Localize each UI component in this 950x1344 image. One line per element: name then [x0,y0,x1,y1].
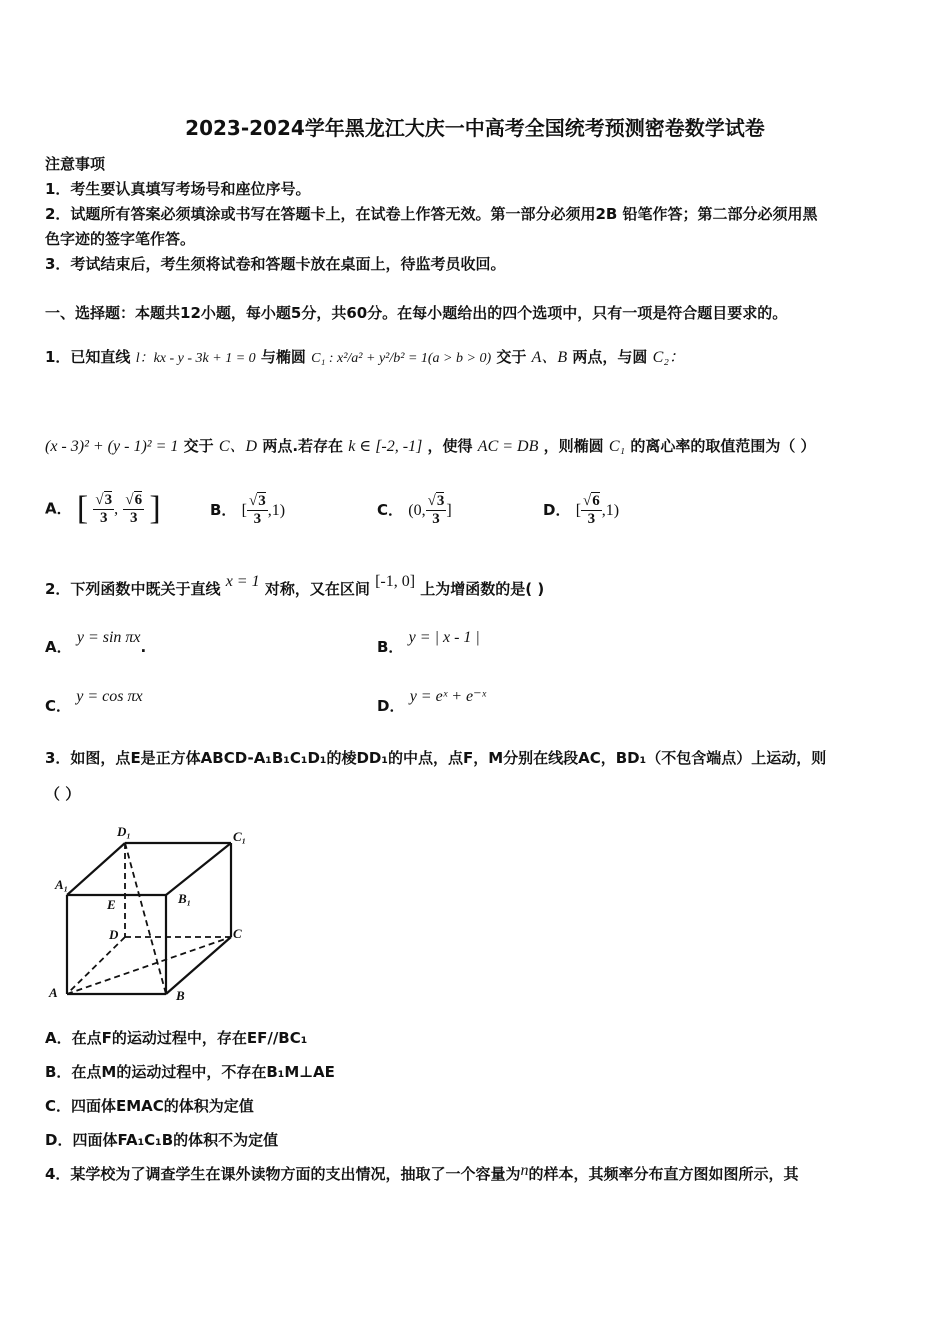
section-heading: 一、选择题：本题共12小题，每小题5分，共60分。在每小题给出的四个选项中，只有一项是符合题目要求的。 [45,304,788,322]
q2-text-2: 对称，又在区间 [264,580,370,598]
q1-points-cd: C、D [218,438,258,455]
q2-option-a-expr: y = sin πx [76,629,141,646]
q1-option-a[interactable]: A． [ $\frac{√3}{3}$ , $\frac{√6}{3}$ ] [45,490,161,527]
page-title: 2023-2024学年黑龙江大庆一中高考全国统考预测密卷数学试卷 [185,116,765,140]
q1-option-a-label: A． [45,499,72,518]
q4-text-2: 的样本，其频率分布直方图如图所示，其 [528,1165,799,1183]
q2-option-c[interactable] [45,684,143,729]
notice-item-3: 3．考试结束后，考生须将试卷和答题卡放在桌面上，待监考员收回。 [45,255,506,273]
q2-text-1: 2．下列函数中既关于直线 [45,580,221,598]
q1-text-4: 两点，与圆 [572,348,648,366]
q3-option-a[interactable]: A．在点F的运动过程中，存在EF//BC₁ [45,1029,308,1047]
q2-stem [45,573,545,599]
q1-text-3: 交于 [496,348,527,366]
q1-line-2 [45,433,816,456]
q2-line: x = 1 [225,573,260,590]
q2-option-d[interactable] [377,684,486,729]
q2-option-c-expr: y = cos πx [76,688,143,705]
q2-option-a-tail: . [140,638,147,656]
label-a: A [49,985,58,1000]
q2-option-d-label: D． [377,697,405,715]
q2-option-c-label: C． [45,697,72,715]
q1-text-8: ，则椭圆 [543,437,604,455]
q2-option-a[interactable] [45,625,146,670]
q1-text-1: 1．已知直线 [45,348,131,366]
q2-option-b-expr: y = | x - 1 | [408,629,480,646]
q1-text-9: 的离心率的取值范围为（ ） [630,437,816,455]
q1-option-a-frac2: $\frac{√6}{3}$ [125,491,143,526]
label-e: E [107,897,116,912]
q1-line-1 [45,335,685,381]
q1-option-a-frac1: $\frac{√3}{3}$ [95,491,113,526]
q1-option-b-label: B． [210,501,237,519]
q2-option-b[interactable] [377,625,480,670]
q4-stem [45,1163,798,1184]
cube-figure [45,822,260,1007]
label-d1: D₁ [117,824,131,839]
q1-text-2: 与椭圆 [260,348,306,366]
q1-condition: AC = DB [477,438,539,455]
q2-option-a-label: A． [45,638,72,656]
label-b1: B₁ [178,891,192,906]
q1-circle-name: C₂： [652,349,685,366]
q1-option-b[interactable]: B． [ $\frac{√3}{3}$ ,1) [210,493,286,527]
notice-item-2-cont: 色字迹的签字笔作答。 [45,230,196,248]
label-d: D [109,927,119,942]
q1-option-d[interactable]: D． [ $\frac{√6}{3}$ ,1) [543,493,620,527]
label-b: B [176,988,185,1003]
q3-stem-line-1: 3．如图，点E是正方体ABCD-A₁B₁C₁D₁的棱DD₁的中点，点F，M分别在线段AC，BD₁（不包含端点）上运动，则 [45,749,827,767]
q3-stem-line-2: （ ） [45,785,81,803]
q1-option-c[interactable]: C． (0, $\frac{√3}{3}$ ] [377,493,452,527]
q2-option-d-expr: y = eˣ + e⁻ˣ [409,688,487,705]
q1-k-range: k ∈ [-2, -1] [348,438,423,455]
q1-text-5: 交于 [183,437,214,455]
q1-c1: C₁ [608,438,626,455]
notice-item-2: 2．试题所有答案必须填涂或书写在答题卡上，在试卷上作答无效。第一部分必须用2B 铅笔作答；第二部分必须用黑 [45,205,818,223]
label-c1: C₁ [233,829,247,844]
q1-points-ab: A、B [531,349,568,366]
notice-item-1: 1．考生要认真填写考场号和座位序号。 [45,180,311,198]
label-c: C [233,926,242,941]
q4-text-1: 4．某学校为了调查学生在课外读物方面的支出情况，抽取了一个容量为 [45,1165,521,1183]
q1-text-7: ，使得 [427,437,473,455]
q1-option-d-label: D． [543,501,571,519]
q1-option-c-label: C． [377,501,404,519]
q3-option-d[interactable]: D．四面体FA₁C₁B的体积不为定值 [45,1131,279,1149]
q3-option-c[interactable]: C．四面体EMAC的体积为定值 [45,1097,254,1115]
q1-line-equation: l：kx - y - 3k + 1 = 0 [135,351,256,366]
label-a1: A₁ [55,877,69,892]
q4-n: n [520,1162,529,1179]
q1-circle-equation: (x - 3)² + (y - 1)² = 1 [45,438,179,455]
q3-option-b[interactable]: B．在点M的运动过程中，不存在B₁M⊥AE [45,1063,335,1081]
notice-heading: 注意事项 [45,155,106,173]
q2-option-b-label: B． [377,638,404,656]
q1-ellipse-equation: C₁ : x²/a² + y²/b² = 1(a > b > 0) [311,351,492,366]
q2-text-3: 上为增函数的是( ) [420,580,545,598]
q1-text-6: 两点.若存在 [262,437,344,455]
q2-interval: [-1, 0] [375,573,416,590]
